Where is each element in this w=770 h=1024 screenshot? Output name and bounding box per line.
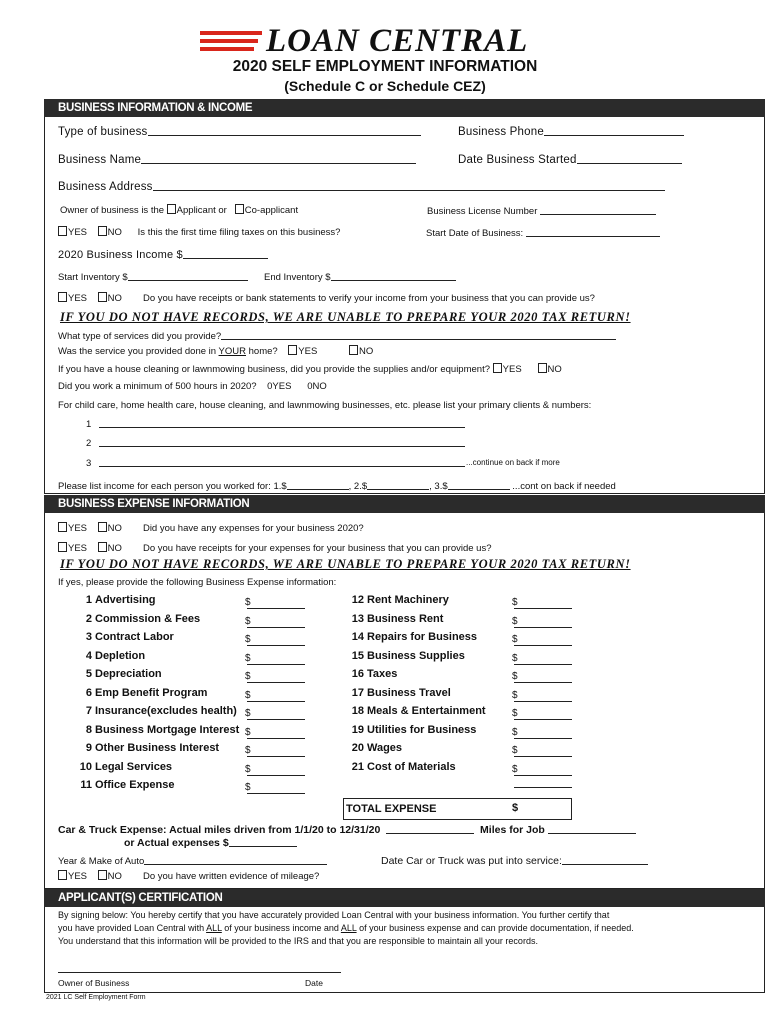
- expense-receipts-no-checkbox[interactable]: [98, 542, 107, 552]
- expense-dollar-sign: $: [512, 745, 518, 756]
- first-time-no-checkbox[interactable]: [98, 226, 107, 236]
- expense-dollar-sign: $: [245, 671, 251, 682]
- expense-item: [68, 668, 162, 680]
- hours-no-option[interactable]: 0NO: [307, 381, 327, 392]
- expense-item-number: 7: [85, 705, 92, 717]
- expense-item-label: Wages: [367, 742, 403, 754]
- expense-item: [340, 705, 486, 717]
- expense-item-label: Business Supplies: [367, 649, 465, 662]
- expense-amount-field[interactable]: [514, 608, 572, 609]
- receipts-yes-checkbox[interactable]: [58, 292, 67, 302]
- expense-dollar-sign: $: [512, 634, 518, 645]
- expense-dollar-sign: $: [245, 782, 251, 793]
- expense-item: [68, 705, 237, 717]
- expense-amount-field[interactable]: [247, 682, 305, 683]
- logo-text: LOAN CENTRAL: [266, 22, 529, 59]
- expense-item-label: Office Expense: [95, 779, 175, 791]
- form-name-footer: 2021 LC Self Employment Form: [46, 994, 146, 1001]
- expense-amount-field[interactable]: [514, 645, 572, 646]
- expense-dollar-sign: $: [512, 615, 518, 627]
- expense-item-label: Rent Machinery: [367, 594, 449, 606]
- services-field[interactable]: What type of services did you provide?: [58, 330, 616, 342]
- expense-item: [68, 687, 207, 699]
- expense-dollar-sign: $: [512, 597, 518, 608]
- expense-item: [340, 631, 477, 643]
- page-subtitle: (Schedule C or Schedule CEZ): [284, 78, 486, 94]
- mileage-yes-checkbox[interactable]: [58, 870, 67, 880]
- expense-amount-field[interactable]: [514, 756, 572, 757]
- year-make-field[interactable]: Year & Make of Auto: [58, 855, 327, 867]
- expense-amount-field[interactable]: [247, 738, 305, 739]
- expense-item-label: Commission & Fees: [95, 612, 201, 625]
- income-per-person-row[interactable]: Please list income for each person you worked for: 1.$ , 2.$ , 3.$ ...cont on back if needed: [58, 481, 616, 492]
- expense-amount-field[interactable]: [247, 608, 305, 609]
- expense-item-number: 2: [85, 612, 92, 625]
- expense-amount-field[interactable]: [247, 775, 305, 776]
- expense-item-number: 18: [351, 705, 364, 717]
- owner-label: Owner of Business: [58, 978, 130, 988]
- business-info-heading: BUSINESS INFORMATION & INCOME: [44, 99, 765, 117]
- expense-item-number: 4: [85, 649, 92, 662]
- expense-item-number: 9: [85, 742, 92, 754]
- expense-item-label: Business Rent: [367, 612, 444, 625]
- actual-expenses-field[interactable]: or Actual expenses $: [124, 837, 297, 849]
- any-expenses-yes-checkbox[interactable]: [58, 522, 67, 532]
- expense-item-number: 13: [351, 612, 364, 625]
- expense-amount-field[interactable]: [514, 701, 572, 702]
- expense-amount-field[interactable]: [514, 627, 572, 628]
- expense-amount-field[interactable]: [247, 627, 305, 628]
- expense-item-label: Taxes: [367, 668, 398, 680]
- expense-dollar-sign: $: [245, 708, 251, 719]
- expense-item: [340, 668, 397, 680]
- expense-item: [340, 761, 456, 773]
- any-expenses-row: YES NO Did you have any expenses for your business 2020?: [58, 522, 364, 534]
- expense-dollar-sign: $: [245, 597, 251, 608]
- business-phone-field[interactable]: Business Phone: [458, 126, 684, 138]
- owner-row: Owner of business is the Applicant or Co-applicant: [60, 205, 299, 216]
- mileage-no-checkbox[interactable]: [98, 870, 107, 880]
- expense-item-label: Other Business Interest: [95, 742, 220, 754]
- total-expense-dollar: $: [512, 802, 519, 814]
- expense-item: [68, 779, 174, 791]
- expense-item-label: Depreciation: [95, 668, 162, 680]
- expense-item: [68, 613, 200, 625]
- certification-line: You understand that this information will be provided to the IRS and that you are responsible to maintain all your records.: [58, 936, 538, 946]
- expense-item-number: 10: [79, 760, 92, 773]
- expense-amount-field[interactable]: [247, 719, 305, 720]
- any-expenses-no-checkbox[interactable]: [98, 522, 107, 532]
- expense-item: [68, 761, 172, 773]
- client-line[interactable]: 3: [86, 457, 465, 469]
- expense-item-label: Business Travel: [367, 686, 451, 699]
- business-address-field[interactable]: Business Address: [58, 181, 665, 193]
- expense-amount-field[interactable]: [247, 793, 305, 794]
- expense-records-warning: IF YOU DO NOT HAVE RECORDS, WE ARE UNABLE TO PREPARE YOUR 2020 TAX RETURN!: [60, 557, 631, 571]
- expense-dollar-sign: $: [245, 689, 251, 701]
- expense-item-label: Legal Services: [95, 760, 173, 773]
- date-service-field[interactable]: Date Car or Truck was put into service:: [381, 855, 648, 867]
- service-home-no-checkbox[interactable]: [349, 345, 358, 355]
- records-warning: IF YOU DO NOT HAVE RECORDS, WE ARE UNABLE TO PREPARE YOUR 2020 TAX RETURN!: [60, 310, 631, 324]
- expense-item-number: 8: [85, 723, 92, 736]
- first-time-row: YES NO Is this the first time filing taxes on this business?: [58, 226, 340, 238]
- expense-item-number: 1: [85, 594, 92, 606]
- expense-item-label: Cost of Materials: [367, 760, 456, 773]
- client-line[interactable]: 1: [86, 418, 465, 430]
- expense-item-number: 14: [351, 631, 364, 643]
- receipts-row: YES NO Do you have receipts or bank statements to verify your income from your business that you can provide us?: [58, 292, 595, 304]
- expense-item-number: 17: [351, 686, 364, 699]
- signature-line[interactable]: [58, 972, 341, 973]
- certification-heading: APPLICANT(S) CERTIFICATION: [44, 889, 765, 907]
- expense-dollar-sign: $: [245, 763, 251, 775]
- expense-item-label: Depletion: [95, 649, 146, 662]
- car-expense-field[interactable]: Car & Truck Expense: Actual miles driven from 1/1/20 to 12/31/20 Miles for Job: [58, 824, 636, 836]
- applicant-checkbox[interactable]: [167, 204, 176, 214]
- expense-dollar-sign: $: [512, 708, 518, 719]
- mileage-row: YES NO Do you have written evidence of mileage?: [58, 870, 319, 882]
- expense-item: [340, 687, 451, 699]
- expense-item-label: Advertising: [95, 594, 156, 606]
- start-date-field[interactable]: Start Date of Business:: [426, 227, 660, 239]
- total-expense-label: TOTAL EXPENSE: [346, 803, 437, 815]
- continue-note: ...continue on back if more: [466, 458, 560, 467]
- expense-amount-field[interactable]: [514, 682, 572, 683]
- expense-receipts-yes-checkbox[interactable]: [58, 542, 67, 552]
- first-time-yes-checkbox[interactable]: [58, 226, 67, 236]
- expense-item-number: 15: [351, 649, 364, 662]
- service-home-yes-checkbox[interactable]: [288, 345, 297, 355]
- expense-item-label: Meals & Entertainment: [367, 705, 486, 717]
- expense-amount-field[interactable]: [514, 719, 572, 720]
- logo: [200, 24, 528, 58]
- co-applicant-checkbox[interactable]: [235, 204, 244, 214]
- start-inventory-field[interactable]: Start Inventory $: [58, 271, 248, 283]
- client-line[interactable]: 2: [86, 437, 465, 449]
- certification-line: By signing below: You hereby certify that you have accurately provided Loan Central with your business information. You further certify that: [58, 910, 610, 920]
- business-name-field[interactable]: Business Name: [58, 154, 416, 166]
- date-started-field[interactable]: Date Business Started: [458, 154, 682, 166]
- expense-amount-field[interactable]: [247, 701, 305, 702]
- expense-item-label: Utilities for Business: [367, 723, 477, 736]
- expense-item-label: Business Mortgage Interest: [95, 723, 240, 736]
- expense-heading: BUSINESS EXPENSE INFORMATION: [44, 495, 765, 513]
- hours-row: Did you work a minimum of 500 hours in 2020? 0YES 0NO: [58, 381, 327, 392]
- expense-item-number: 11: [80, 779, 92, 791]
- clients-prompt: For child care, home health care, house cleaning, and lawnmowing businesses, etc. please list your primary clients & numbers:: [58, 400, 592, 411]
- expense-dollar-sign: $: [512, 763, 518, 775]
- receipts-no-checkbox[interactable]: [98, 292, 107, 302]
- expense-item: [340, 613, 443, 625]
- expense-item-number: 6: [85, 686, 92, 699]
- page-title: 2020 SELF EMPLOYMENT INFORMATION: [232, 58, 538, 75]
- expense-item: [340, 742, 402, 754]
- expense-amount-field[interactable]: [247, 664, 305, 665]
- expense-item: [340, 724, 476, 736]
- lawnmowing-row: If you have a house cleaning or lawnmowing business, did you provide the supplies and/or equipment? YES NO: [58, 364, 562, 375]
- expense-dollar-sign: $: [512, 671, 518, 682]
- expense-item: [68, 742, 219, 754]
- expense-amount-field[interactable]: [247, 756, 305, 757]
- expense-item: [340, 594, 449, 606]
- expense-dollar-sign: $: [512, 652, 518, 664]
- expense-item-label: Contract Labor: [95, 631, 174, 643]
- expense-item: [340, 650, 465, 662]
- date-label: Date: [305, 978, 323, 988]
- expense-receipts-row: YES NO Do you have receipts for your expenses for your business that you can provide us?: [58, 542, 491, 554]
- expense-dollar-sign: $: [245, 634, 251, 645]
- expense-item-label: Emp Benefit Program: [95, 686, 208, 699]
- expense-item-number: 20: [351, 742, 364, 754]
- end-inventory-field[interactable]: End Inventory $: [264, 271, 456, 283]
- supplies-no-checkbox[interactable]: [538, 363, 547, 373]
- expense-dollar-sign: $: [512, 689, 518, 701]
- expense-item-label: Repairs for Business: [367, 631, 478, 643]
- expense-amount-field[interactable]: [247, 645, 305, 646]
- supplies-yes-checkbox[interactable]: [493, 363, 502, 373]
- total-expense-box[interactable]: [343, 798, 572, 820]
- logo-stripes-icon: [200, 28, 262, 54]
- expense-item-label: Insurance(excludes health): [95, 705, 237, 717]
- expense-item-number: 12: [351, 594, 364, 606]
- hours-yes-option[interactable]: 0YES: [267, 381, 292, 392]
- expense-dollar-sign: $: [245, 652, 251, 664]
- expense-instructions: If yes, please provide the following Business Expense information:: [58, 577, 337, 588]
- expense-dollar-sign: $: [512, 726, 518, 738]
- expense-item-number: 16: [351, 668, 364, 680]
- expense-item-number: 3: [85, 631, 92, 643]
- expense-item: [68, 631, 174, 643]
- expense-item-number: 21: [351, 760, 364, 773]
- expense-item: [68, 594, 156, 606]
- expense-item-number: 5: [85, 668, 92, 680]
- expense-amount-field[interactable]: [514, 775, 572, 776]
- income-field[interactable]: 2020 Business Income $: [58, 249, 268, 261]
- expense-amount-field[interactable]: [514, 787, 572, 788]
- expense-item: [68, 650, 145, 662]
- expense-item-number: 19: [351, 723, 364, 736]
- expense-dollar-sign: $: [245, 615, 251, 627]
- expense-amount-field[interactable]: [514, 664, 572, 665]
- expense-dollar-sign: $: [245, 745, 251, 756]
- license-number-field[interactable]: Business License Number: [427, 205, 656, 217]
- expense-item: [68, 724, 239, 736]
- type-of-business-field[interactable]: Type of business: [58, 126, 421, 138]
- certification-line: you have provided Loan Central with ALL of your business income and ALL of your business expense and can provide documentation, if needed.: [58, 923, 634, 933]
- expense-dollar-sign: $: [245, 726, 251, 738]
- expense-amount-field[interactable]: [514, 738, 572, 739]
- service-home-row: Was the service you provided done in YOUR home? YES NO: [58, 346, 374, 357]
